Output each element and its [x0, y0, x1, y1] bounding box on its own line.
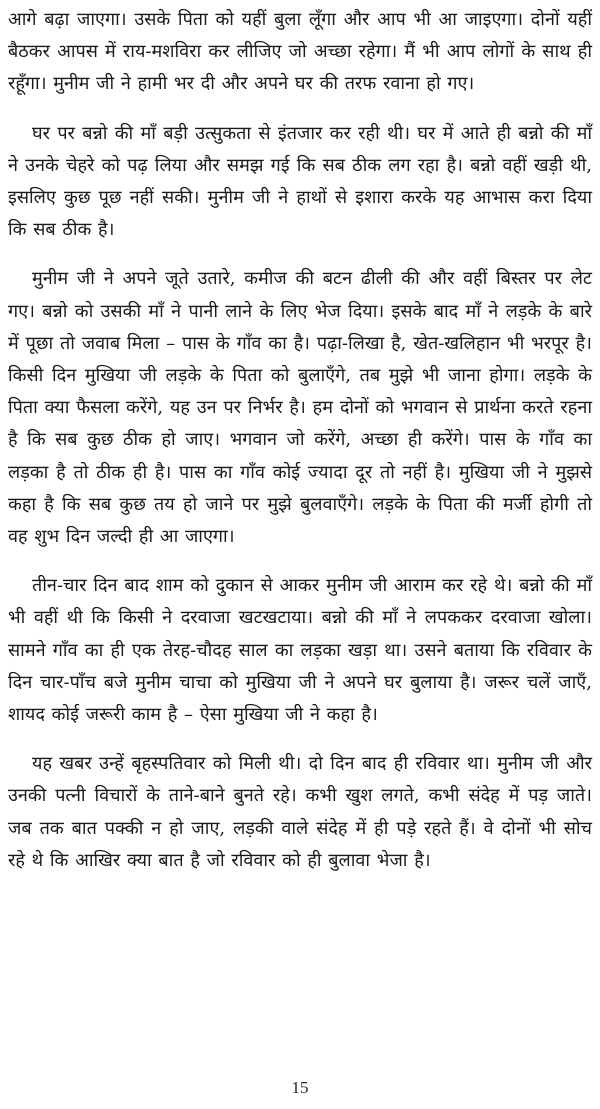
paragraph-4: तीन-चार दिन बाद शाम को दुकान से आकर मुनीम जी आराम कर रहे थे। बन्नो की माँ भी वहीं थी कि किसी ने दरवाजा खटखटाया। बन्नो की माँ ने लपककर दरवाजा खोला। सामने गाँव का ही एक तेरह-चौदह साल का लड़का खड़ा था। उसने बताया कि रविवार के दिन चार-पाँच बजे मुनीम चाचा को मुखिया जी ने अपने घर बुलाया है। जरूर चलें जाएँ, शायद कोई जरूरी काम है – ऐसा मुखिया जी ने कहा है।	[8, 575, 592, 726]
paragraph-2: घर पर बन्नो की माँ बड़ी उत्सुकता से इंतजार कर रही थी। घर में आते ही बन्नो की माँ ने उनके चेहरे को पढ़ लिया और समझ गई कि सब ठीक लग रहा है। बन्नो वहीं खड़ी थी, इसलिए कुछ पूछ नहीं सकी। मुनीम जी ने हाथों से इशारा करके यह आभास करा दिया कि सब ठीक है।	[8, 122, 592, 241]
paragraph-1: आगे बढ़ा जाएगा। उसके पिता को यहीं बुला लूँगा और आप भी आ जाइएगा। दोनों यहीं बैठकर आपस में राय-मशविरा कर लीजिए जो अच्छा रहेगा। मैं भी आप लोगों के साथ ही रहूँगा। मुनीम जी ने हामी भर दी और अपने घर की तरफ रवाना हो गए।	[8, 9, 592, 95]
paragraph-3: मुनीम जी ने अपने जूते उतारे, कमीज की बटन ढीली की और वहीं बिस्तर पर लेट गए। बन्नो को उसकी माँ ने पानी लाने के लिए भेज दिया। इसके बाद माँ ने लड़के के बारे में पूछा तो जवाब मिला – पास के गाँव का है। पढ़ा-लिखा है, खेत-खलिहान भी भरपूर है। किसी दिन मुखिया जी लड़के के पिता को बुलाएँगे, तब मुझे भी जाना होगा। लड़के के पिता क्या फैसला करेंगे, यह उन पर निर्भर है। हम दोनों को भगवान से प्रार्थना करते रहना है कि सब कुछ ठीक हो जाए। भगवान जो करेंगे, अच्छा ही करेंगे। पास के गाँव का लड़का है तो ठीक ही है। पास का गाँव कोई ज्यादा दूर तो नहीं है। मुखिया जी ने मुझसे कहा है कि सब कुछ तय हो जाने पर मुझे बुलवाएँगे। लड़के के पिता की मर्जी होगी तो वह शुभ दिन जल्दी ही आ जाएगा।	[8, 268, 592, 548]
page-number: 15	[291, 1078, 309, 1097]
paragraph-5: यह खबर उन्हें बृहस्पतिवार को मिली थी। दो दिन बाद ही रविवार था। मुनीम जी और उनकी पत्नी विचारों के ताने-बाने बुनते रहे। कभी खुश लगते, कभी संदेह में पड़ जाते। जब तक बात पक्की न हो जाए, लड़की वाले संदेह में ही पड़े रहते हैं। वे दोनों भी सोच रहे थे कि आखिर क्या बात है जो रविवार को ही बुलावा भेजा है।	[8, 753, 592, 871]
